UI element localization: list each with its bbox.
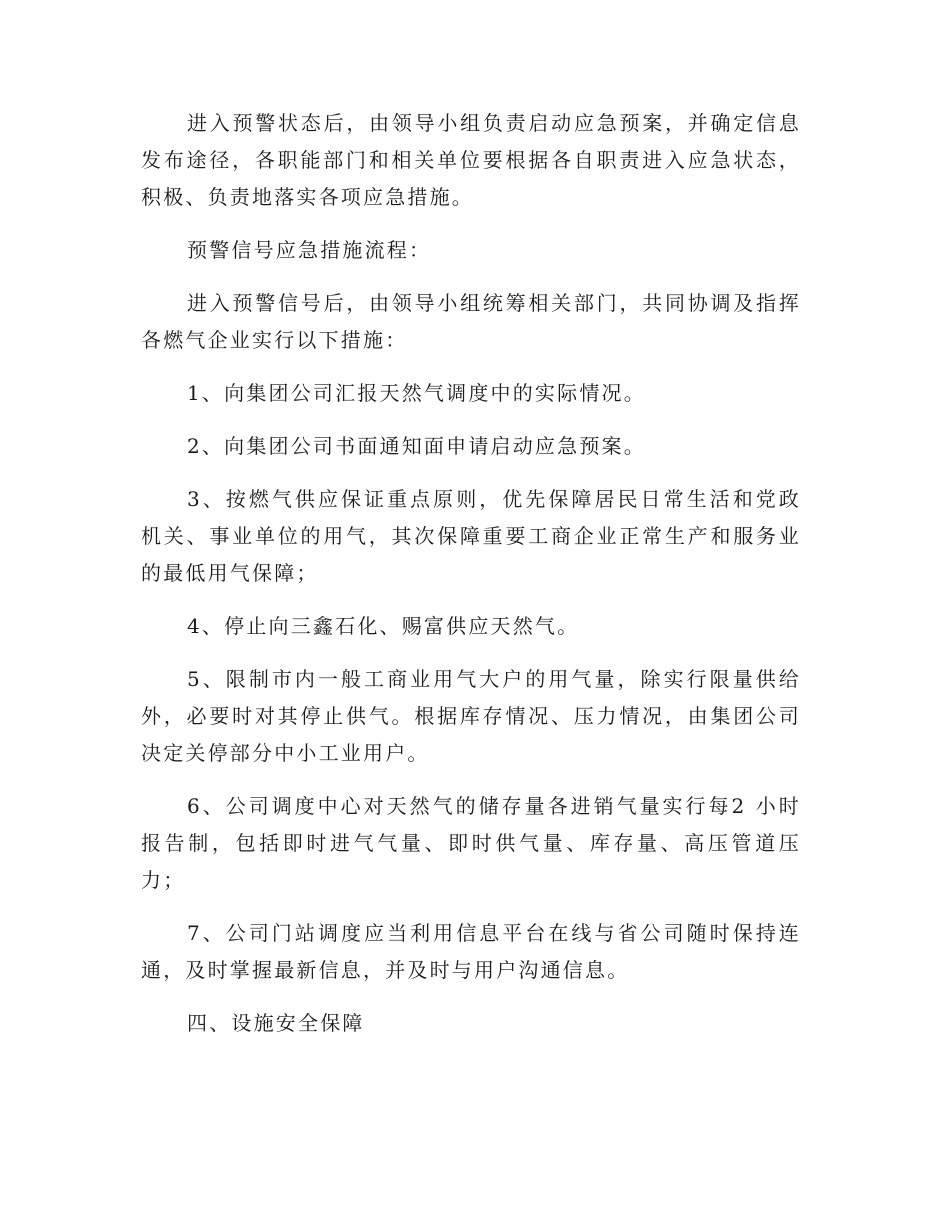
list-item-4: 4、停止向三鑫石化、赐富供应天然气。 <box>187 614 580 638</box>
paragraph-procedure-intro: 进入预警信号后，由领导小组统筹相关部门，共同协调及指挥各燃气企业实行以下措施： <box>141 291 801 352</box>
paragraph-procedure-title: 预警信号应急措施流程： <box>187 238 432 262</box>
list-item-7: 7、公司门站调度应当利用信息平台在线与省公司随时保持连通，及时掌握最新信息，并及时与用户沟通信息。 <box>141 921 801 982</box>
list-item-2: 2、向集团公司书面通知面申请启动应急预案。 <box>187 434 646 458</box>
document-body <box>141 105 801 1058</box>
list-item-6: 6、公司调度中心对天然气的储存量各进销气量实行每2 小时报告制，包括即时进气气量、即时供气量、库存量、高压管道压力； <box>141 794 801 892</box>
list-item-5: 5、限制市内一般工商业用气大户的用气量，除实行限量供给外，必要时对其停止供气。根据库存情况、压力情况，由集团公司决定关停部分中小工业用户。 <box>141 667 801 765</box>
list-item-3: 3、按燃气供应保证重点原则，优先保障居民日常生活和党政机关、事业单位的用气，其次保障重要工商企业正常生产和服务业的最低用气保障； <box>141 487 801 585</box>
list-item-1: 1、向集团公司汇报天然气调度中的实际情况。 <box>187 381 646 405</box>
section-heading-facility-safety: 四、设施安全保障 <box>187 1011 365 1035</box>
paragraph-warning-state: 进入预警状态后，由领导小组负责启动应急预案，并确定信息发布途径，各职能部门和相关单位要根据各自职责进入应急状态，积极、负责地落实各项应急措施。 <box>141 111 801 209</box>
